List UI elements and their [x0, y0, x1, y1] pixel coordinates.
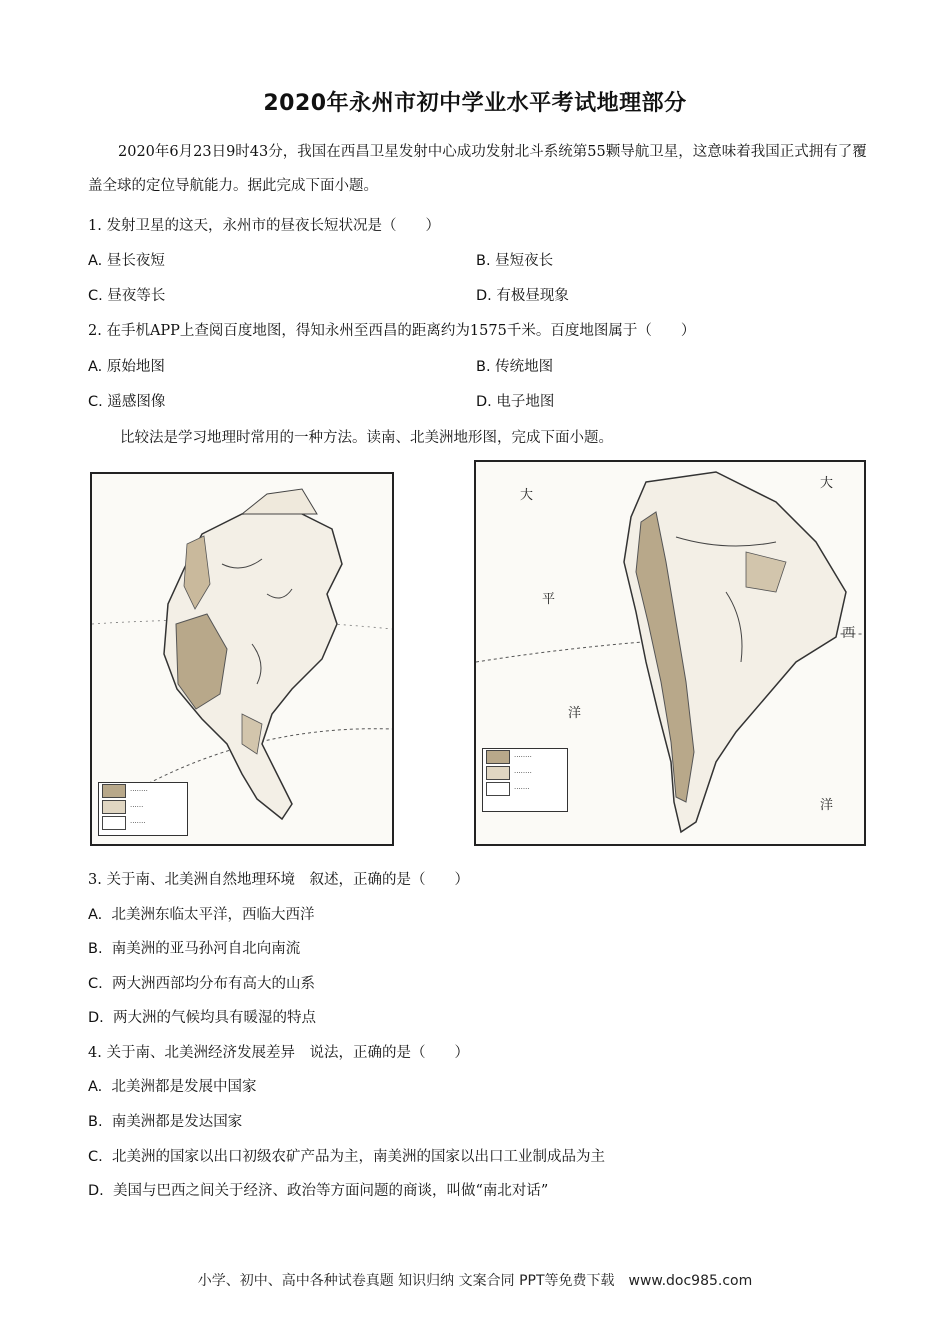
south-america-legend — [482, 748, 568, 812]
page-title: 2020年永州市初中学业水平考试地理部分 — [263, 91, 687, 116]
intro-paragraph-1: 2020年6月23日9时43分，我国在西昌卫星发射中心成功发射北斗系统第55颗导航卫星，这意味着我国正式拥有了覆盖全球的定位导航能力。据此完成下面小题。 — [88, 144, 867, 194]
legend-swatch-high — [486, 750, 510, 764]
legend-swatch-low — [486, 782, 510, 796]
q3-option-d[interactable]: D. 两大洲的气候均具有暖湿的特点 — [88, 1010, 316, 1026]
legend-blurred-text: ······ — [130, 803, 144, 811]
map-label-yang: 洋 — [568, 706, 582, 721]
legend-blurred-text: ······· — [130, 819, 146, 827]
q1-option-d[interactable]: D. 有极昼现象 — [476, 288, 569, 304]
q2-option-a[interactable]: A. 原始地图 — [88, 359, 165, 375]
legend-blurred-text: ········ — [514, 769, 532, 777]
question-3-stem: 3. 关于南、北美洲自然地理环境 叙述，正确的是（ ） — [88, 872, 469, 888]
q2-option-c[interactable]: C. 遥感图像 — [88, 394, 166, 410]
q4-option-b[interactable]: B. 南美洲都是发达国家 — [88, 1114, 243, 1130]
q3-option-b[interactable]: B. 南美洲的亚马孙河自北向南流 — [88, 941, 301, 957]
south-america-map — [474, 460, 866, 846]
q2-option-b[interactable]: B. 传统地图 — [476, 359, 554, 375]
map-label-ping: 平 — [542, 592, 556, 607]
map-label-da-east: 大 — [820, 476, 834, 491]
legend-swatch-low — [102, 816, 126, 830]
legend-swatch-mid — [486, 766, 510, 780]
q4-option-c[interactable]: C. 北美洲的国家以出口初级农矿产品为主，南美洲的国家以出口工业制成品为主 — [88, 1149, 605, 1165]
map-label-yang-east: 洋 — [820, 798, 834, 813]
intro-paragraph-2: 比较法是学习地理时常用的一种方法。读南、北美洲地形图，完成下面小题。 — [120, 430, 613, 446]
q1-option-c[interactable]: C. 昼夜等长 — [88, 288, 166, 304]
legend-blurred-text: ········ — [130, 787, 148, 795]
q2-option-d[interactable]: D. 电子地图 — [476, 394, 555, 410]
map-label-da: 大 — [520, 488, 534, 503]
q1-option-b[interactable]: B. 昼短夜长 — [476, 253, 554, 269]
page-footer: 小学、初中、高中各种试卷真题 知识归纳 文案合同 PPT等免费下载 www.doc985.com — [197, 1273, 753, 1289]
legend-blurred-text: ········ — [514, 753, 532, 761]
q4-option-d[interactable]: D. 美国与巴西之间关于经济、政治等方面问题的商谈，叫做“南北对话” — [88, 1183, 549, 1199]
q3-option-c[interactable]: C. 两大洲西部均分布有高大的山系 — [88, 976, 315, 992]
question-4-stem: 4. 关于南、北美洲经济发展差异 说法，正确的是（ ） — [88, 1045, 469, 1061]
north-america-legend — [98, 782, 188, 836]
legend-swatch-high — [102, 784, 126, 798]
q3-option-a[interactable]: A. 北美洲东临太平洋，西临大西洋 — [88, 907, 315, 923]
q1-option-a[interactable]: A. 昼长夜短 — [88, 253, 165, 269]
north-america-map — [90, 472, 394, 846]
legend-blurred-text: ······· — [514, 785, 530, 793]
map-label-xi: 西 — [842, 626, 856, 641]
question-2-stem: 2. 在手机APP上查阅百度地图，得知永州至西昌的距离约为1575千米。百度地图属于（ ） — [88, 323, 696, 339]
legend-swatch-mid — [102, 800, 126, 814]
q4-option-a[interactable]: A. 北美洲都是发展中国家 — [88, 1079, 257, 1095]
question-1-stem: 1. 发射卫星的这天，永州市的昼夜长短状况是（ ） — [88, 218, 440, 234]
